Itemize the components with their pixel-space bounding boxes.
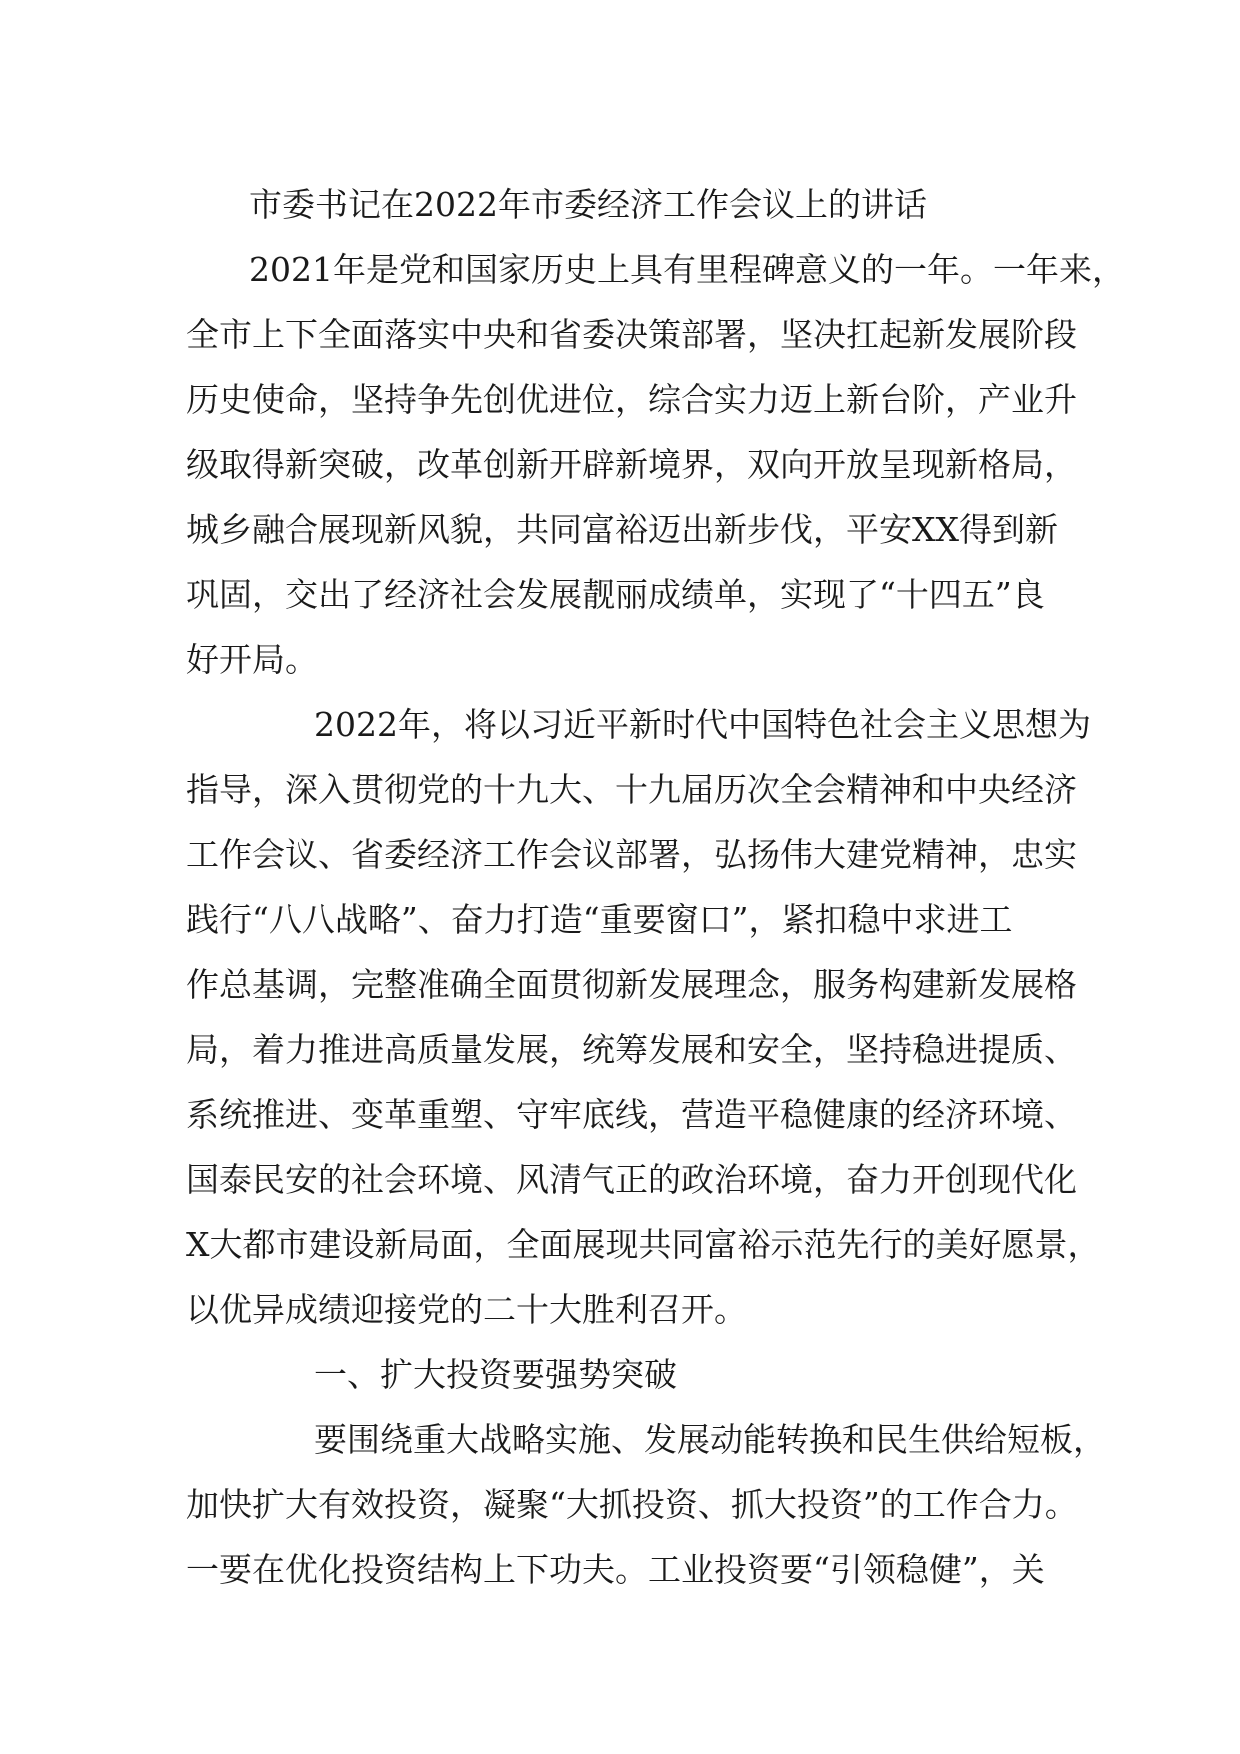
section-heading: 一、扩大投资要强势突破 [314, 1355, 677, 1394]
paragraph-line: 践行“八八战略”、奋力打造“重要窗口”，紧扣稳中求进工 [186, 900, 1013, 939]
paragraph-intro [186, 237, 1125, 692]
paragraph-line: 级取得新突破，改革创新开辟新境界，双向开放呈现新格局， [186, 445, 1077, 484]
paragraph-line: 加快扩大有效投资，凝聚“大抓投资、抓大投资”的工作合力。 [186, 1485, 1078, 1524]
paragraph-line: 2021年是党和国家历史上具有里程碑意义的一年。一年来， [249, 250, 1125, 289]
paragraph-line: 历史使命，坚持争先创优进位，综合实力迈上新台阶，产业升 [186, 380, 1077, 419]
paragraph-line: 指导，深入贯彻党的十九大、十九届历次全会精神和中央经济 [186, 770, 1077, 809]
document-title: 市委书记在2022年市委经济工作会议上的讲话 [249, 185, 927, 224]
paragraph-line: 要围绕重大战略实施、发展动能转换和民生供给短板， [314, 1420, 1106, 1459]
paragraph-line: 一要在优化投资结构上下功夫。工业投资要“引领稳健”，关 [186, 1550, 1045, 1589]
paragraph-line: X大都市建设新局面，全面展现共同富裕示范先行的美好愿景， [186, 1225, 1101, 1264]
paragraph-line: 城乡融合展现新风貌，共同富裕迈出新步伐，平安XX得到新 [186, 510, 1058, 549]
paragraph-investment [186, 1407, 1106, 1602]
document-body [186, 172, 1125, 1602]
paragraph-line: 好开局。 [186, 640, 318, 679]
paragraph-2022-goals [186, 692, 1101, 1342]
paragraph-line: 局，着力推进高质量发展，统筹发展和安全，坚持稳进提质、 [186, 1030, 1077, 1069]
paragraph-line: 2022年，将以习近平新时代中国特色社会主义思想为 [314, 705, 1091, 744]
paragraph-line: 工作会议、省委经济工作会议部署，弘扬伟大建党精神，忠实 [186, 835, 1077, 874]
paragraph-line: 以优异成绩迎接党的二十大胜利召开。 [186, 1290, 747, 1329]
paragraph-line: 全市上下全面落实中央和省委决策部署，坚决扛起新发展阶段 [186, 315, 1077, 354]
paragraph-line: 系统推进、变革重塑、守牢底线，营造平稳健康的经济环境、 [186, 1095, 1077, 1134]
paragraph-line: 巩固，交出了经济社会发展靓丽成绩单，实现了“十四五”良 [186, 575, 1045, 614]
paragraph-line: 作总基调，完整准确全面贯彻新发展理念，服务构建新发展格 [186, 965, 1077, 1004]
paragraph-line: 国泰民安的社会环境、风清气正的政治环境，奋力开创现代化 [186, 1160, 1077, 1199]
